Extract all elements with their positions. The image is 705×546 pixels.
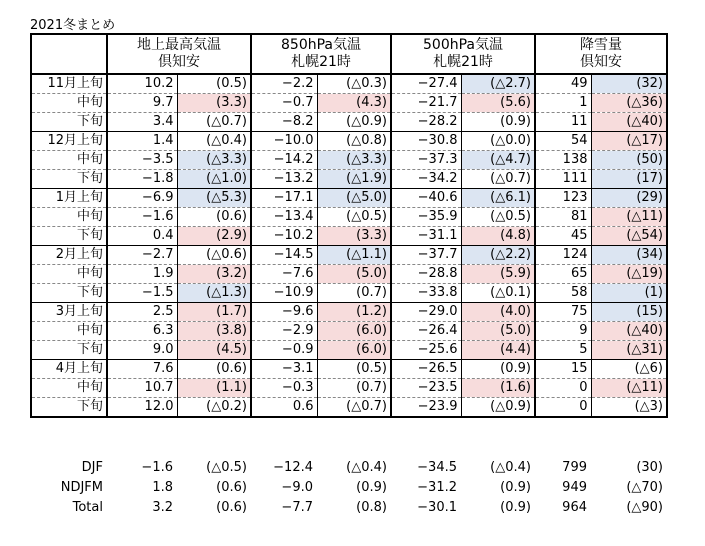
value-cell: −40.6 bbox=[391, 189, 461, 208]
value-cell: −2.9 bbox=[251, 322, 317, 341]
anomaly-cell: (6.0) bbox=[317, 341, 391, 360]
value-cell: 11 bbox=[535, 113, 591, 132]
summary-value: −31.2 bbox=[417, 479, 457, 495]
table-row bbox=[31, 208, 667, 227]
value-cell: −17.1 bbox=[251, 189, 317, 208]
value-cell: 9.7 bbox=[107, 94, 177, 113]
summary-value: 1.8 bbox=[152, 479, 173, 495]
summary-row bbox=[30, 497, 666, 517]
table-row bbox=[31, 398, 667, 418]
anomaly-cell: (5.9) bbox=[461, 265, 535, 284]
anomaly-cell: (△0.8) bbox=[317, 132, 391, 151]
anomaly-cell: (2.9) bbox=[177, 227, 251, 246]
anomaly-cell: (△6.1) bbox=[461, 189, 535, 208]
period-label: 下旬 bbox=[31, 227, 107, 246]
summary-anomaly: (0.8) bbox=[356, 499, 387, 515]
value-cell: 0 bbox=[535, 379, 591, 398]
anomaly-cell: (△40) bbox=[591, 322, 667, 341]
summary-value: 3.2 bbox=[152, 499, 173, 515]
value-cell: −6.9 bbox=[107, 189, 177, 208]
value-cell: 111 bbox=[535, 170, 591, 189]
anomaly-cell: (5.0) bbox=[317, 265, 391, 284]
summary-anomaly: (△90) bbox=[626, 499, 663, 515]
value-cell: −13.2 bbox=[251, 170, 317, 189]
anomaly-cell: (3.8) bbox=[177, 322, 251, 341]
value-cell: −29.0 bbox=[391, 303, 461, 322]
table-row bbox=[31, 246, 667, 265]
anomaly-cell: (4.4) bbox=[461, 341, 535, 360]
anomaly-cell: (1.7) bbox=[177, 303, 251, 322]
table-row bbox=[31, 170, 667, 189]
anomaly-cell: (17) bbox=[591, 170, 667, 189]
period-label: 下旬 bbox=[31, 113, 107, 132]
value-cell: −0.3 bbox=[251, 379, 317, 398]
summary-value: −30.1 bbox=[417, 499, 457, 515]
anomaly-cell: (0.9) bbox=[461, 113, 535, 132]
anomaly-cell: (△36) bbox=[591, 94, 667, 113]
anomaly-cell: (0.9) bbox=[461, 360, 535, 379]
value-cell: 65 bbox=[535, 265, 591, 284]
anomaly-cell: (△40) bbox=[591, 113, 667, 132]
anomaly-cell: (△5.0) bbox=[317, 189, 391, 208]
anomaly-cell: (△1.1) bbox=[317, 246, 391, 265]
value-cell: −2.2 bbox=[251, 74, 317, 94]
summary-value: 799 bbox=[562, 459, 587, 475]
period-label: 中旬 bbox=[31, 265, 107, 284]
table-row bbox=[31, 379, 667, 398]
value-cell: 10.7 bbox=[107, 379, 177, 398]
value-cell: 9.0 bbox=[107, 341, 177, 360]
anomaly-cell: (29) bbox=[591, 189, 667, 208]
value-cell: 75 bbox=[535, 303, 591, 322]
header-850hpa: 850hPa気温 札幌21時 bbox=[251, 34, 391, 74]
value-cell: −23.9 bbox=[391, 398, 461, 418]
anomaly-cell: (32) bbox=[591, 74, 667, 94]
value-cell: −26.5 bbox=[391, 360, 461, 379]
summary-anomaly: (0.9) bbox=[500, 479, 531, 495]
anomaly-cell: (3.2) bbox=[177, 265, 251, 284]
summary-anomaly: (0.9) bbox=[500, 499, 531, 515]
anomaly-cell: (1) bbox=[591, 284, 667, 303]
value-cell: −2.7 bbox=[107, 246, 177, 265]
anomaly-cell: (△1.0) bbox=[177, 170, 251, 189]
summary-label: Total bbox=[72, 499, 103, 515]
anomaly-cell: (△0.7) bbox=[177, 113, 251, 132]
value-cell: 6.3 bbox=[107, 322, 177, 341]
summary-anomaly: (△0.4) bbox=[490, 459, 531, 475]
anomaly-cell: (1.6) bbox=[461, 379, 535, 398]
anomaly-cell: (5.6) bbox=[461, 94, 535, 113]
header-corner bbox=[31, 34, 107, 74]
header-500hpa: 500hPa気温 札幌21時 bbox=[391, 34, 535, 74]
value-cell: 15 bbox=[535, 360, 591, 379]
summary-value: −12.4 bbox=[273, 459, 313, 475]
summary-label: NDJFM bbox=[60, 479, 103, 495]
header-max-temp: 地上最高気温 倶知安 bbox=[107, 34, 251, 74]
anomaly-cell: (34) bbox=[591, 246, 667, 265]
value-cell: 0.6 bbox=[251, 398, 317, 418]
anomaly-cell: (△0.6) bbox=[177, 246, 251, 265]
anomaly-cell: (△2.7) bbox=[461, 74, 535, 94]
value-cell: 2.5 bbox=[107, 303, 177, 322]
value-cell: 58 bbox=[535, 284, 591, 303]
header-row bbox=[31, 34, 667, 74]
summary-table bbox=[30, 457, 666, 517]
anomaly-cell: (5.0) bbox=[461, 322, 535, 341]
anomaly-cell: (△54) bbox=[591, 227, 667, 246]
anomaly-cell: (3.3) bbox=[317, 227, 391, 246]
anomaly-cell: (4.5) bbox=[177, 341, 251, 360]
summary-anomaly: (0.9) bbox=[356, 479, 387, 495]
header-snowfall: 降雪量 倶知安 bbox=[535, 34, 667, 74]
value-cell: 123 bbox=[535, 189, 591, 208]
value-cell: −14.5 bbox=[251, 246, 317, 265]
anomaly-cell: (15) bbox=[591, 303, 667, 322]
anomaly-cell: (1.2) bbox=[317, 303, 391, 322]
anomaly-cell: (△4.7) bbox=[461, 151, 535, 170]
value-cell: −0.9 bbox=[251, 341, 317, 360]
anomaly-cell: (△1.3) bbox=[177, 284, 251, 303]
summary-value: −7.7 bbox=[281, 499, 313, 515]
period-label: 中旬 bbox=[31, 379, 107, 398]
value-cell: −21.7 bbox=[391, 94, 461, 113]
anomaly-cell: (50) bbox=[591, 151, 667, 170]
table-row bbox=[31, 132, 667, 151]
page-title: 2021冬まとめ bbox=[30, 18, 116, 33]
table-body bbox=[31, 74, 667, 417]
anomaly-cell: (△17) bbox=[591, 132, 667, 151]
table-row bbox=[31, 74, 667, 94]
anomaly-cell: (△0.2) bbox=[177, 398, 251, 418]
anomaly-cell: (0.5) bbox=[317, 360, 391, 379]
value-cell: −33.8 bbox=[391, 284, 461, 303]
summary-value: −34.5 bbox=[417, 459, 457, 475]
period-label: 下旬 bbox=[31, 398, 107, 418]
value-cell: −1.8 bbox=[107, 170, 177, 189]
summary-anomaly: (△0.5) bbox=[206, 459, 247, 475]
value-cell: 45 bbox=[535, 227, 591, 246]
value-cell: −0.7 bbox=[251, 94, 317, 113]
value-cell: 138 bbox=[535, 151, 591, 170]
anomaly-cell: (△0.9) bbox=[317, 113, 391, 132]
value-cell: −9.6 bbox=[251, 303, 317, 322]
anomaly-cell: (0.5) bbox=[177, 74, 251, 94]
table-row bbox=[31, 341, 667, 360]
value-cell: −10.0 bbox=[251, 132, 317, 151]
anomaly-cell: (△5.3) bbox=[177, 189, 251, 208]
value-cell: 0.4 bbox=[107, 227, 177, 246]
anomaly-cell: (△0.7) bbox=[317, 398, 391, 418]
summary-anomaly: (0.6) bbox=[216, 479, 247, 495]
value-cell: 0 bbox=[535, 398, 591, 418]
value-cell: 1.4 bbox=[107, 132, 177, 151]
value-cell: 124 bbox=[535, 246, 591, 265]
anomaly-cell: (△3.3) bbox=[177, 151, 251, 170]
value-cell: −13.4 bbox=[251, 208, 317, 227]
anomaly-cell: (△0.5) bbox=[317, 208, 391, 227]
value-cell: 9 bbox=[535, 322, 591, 341]
table-row bbox=[31, 360, 667, 379]
value-cell: −31.1 bbox=[391, 227, 461, 246]
period-label: 3月上旬 bbox=[31, 303, 107, 322]
value-cell: −3.1 bbox=[251, 360, 317, 379]
anomaly-cell: (△31) bbox=[591, 341, 667, 360]
anomaly-cell: (1.1) bbox=[177, 379, 251, 398]
anomaly-cell: (4.3) bbox=[317, 94, 391, 113]
summary-body bbox=[30, 457, 666, 517]
value-cell: −14.2 bbox=[251, 151, 317, 170]
value-cell: −26.4 bbox=[391, 322, 461, 341]
value-cell: 12.0 bbox=[107, 398, 177, 418]
summary-value: 964 bbox=[562, 499, 587, 515]
anomaly-cell: (0.6) bbox=[177, 208, 251, 227]
anomaly-cell: (△2.2) bbox=[461, 246, 535, 265]
value-cell: −8.2 bbox=[251, 113, 317, 132]
anomaly-cell: (△3) bbox=[591, 398, 667, 418]
period-label: 下旬 bbox=[31, 284, 107, 303]
value-cell: −30.8 bbox=[391, 132, 461, 151]
anomaly-cell: (0.7) bbox=[317, 284, 391, 303]
period-label: 1月上旬 bbox=[31, 189, 107, 208]
value-cell: −27.4 bbox=[391, 74, 461, 94]
anomaly-cell: (4.0) bbox=[461, 303, 535, 322]
winter-summary-table bbox=[30, 33, 668, 418]
value-cell: −35.9 bbox=[391, 208, 461, 227]
period-label: 下旬 bbox=[31, 170, 107, 189]
anomaly-cell: (△11) bbox=[591, 208, 667, 227]
value-cell: 81 bbox=[535, 208, 591, 227]
summary-anomaly: (0.6) bbox=[216, 499, 247, 515]
anomaly-cell: (△3.3) bbox=[317, 151, 391, 170]
value-cell: 5 bbox=[535, 341, 591, 360]
value-cell: 1.9 bbox=[107, 265, 177, 284]
table-row bbox=[31, 189, 667, 208]
anomaly-cell: (△0.7) bbox=[461, 170, 535, 189]
anomaly-cell: (6.0) bbox=[317, 322, 391, 341]
anomaly-cell: (△11) bbox=[591, 379, 667, 398]
value-cell: −25.6 bbox=[391, 341, 461, 360]
value-cell: −37.7 bbox=[391, 246, 461, 265]
anomaly-cell: (△0.9) bbox=[461, 398, 535, 418]
table-row bbox=[31, 94, 667, 113]
table-row bbox=[31, 284, 667, 303]
value-cell: −37.3 bbox=[391, 151, 461, 170]
summary-value: 949 bbox=[562, 479, 587, 495]
anomaly-cell: (4.8) bbox=[461, 227, 535, 246]
summary-anomaly: (△0.4) bbox=[346, 459, 387, 475]
table-row bbox=[31, 303, 667, 322]
summary-value: −9.0 bbox=[281, 479, 313, 495]
anomaly-cell: (△19) bbox=[591, 265, 667, 284]
period-label: 中旬 bbox=[31, 151, 107, 170]
value-cell: 49 bbox=[535, 74, 591, 94]
value-cell: −1.5 bbox=[107, 284, 177, 303]
anomaly-cell: (△1.9) bbox=[317, 170, 391, 189]
value-cell: −28.2 bbox=[391, 113, 461, 132]
anomaly-cell: (△0.5) bbox=[461, 208, 535, 227]
period-label: 中旬 bbox=[31, 208, 107, 227]
value-cell: −3.5 bbox=[107, 151, 177, 170]
anomaly-cell: (△0.3) bbox=[317, 74, 391, 94]
summary-anomaly: (30) bbox=[636, 459, 663, 475]
table-row bbox=[31, 151, 667, 170]
period-label: 2月上旬 bbox=[31, 246, 107, 265]
anomaly-cell: (3.3) bbox=[177, 94, 251, 113]
period-label: 中旬 bbox=[31, 322, 107, 341]
summary-row bbox=[30, 457, 666, 477]
value-cell: 1 bbox=[535, 94, 591, 113]
anomaly-cell: (0.7) bbox=[317, 379, 391, 398]
period-label: 12月上旬 bbox=[31, 132, 107, 151]
anomaly-cell: (0.6) bbox=[177, 360, 251, 379]
value-cell: 10.2 bbox=[107, 74, 177, 94]
value-cell: 3.4 bbox=[107, 113, 177, 132]
value-cell: −28.8 bbox=[391, 265, 461, 284]
table-row bbox=[31, 227, 667, 246]
value-cell: −1.6 bbox=[107, 208, 177, 227]
anomaly-cell: (△0.1) bbox=[461, 284, 535, 303]
period-label: 下旬 bbox=[31, 341, 107, 360]
anomaly-cell: (△0.4) bbox=[177, 132, 251, 151]
summary-label: DJF bbox=[81, 459, 103, 475]
table-row bbox=[31, 113, 667, 132]
period-label: 4月上旬 bbox=[31, 360, 107, 379]
value-cell: 54 bbox=[535, 132, 591, 151]
value-cell: −10.9 bbox=[251, 284, 317, 303]
table-row bbox=[31, 322, 667, 341]
period-label: 11月上旬 bbox=[31, 74, 107, 94]
value-cell: −34.2 bbox=[391, 170, 461, 189]
summary-value: −1.6 bbox=[141, 459, 173, 475]
period-label: 中旬 bbox=[31, 94, 107, 113]
value-cell: −7.6 bbox=[251, 265, 317, 284]
anomaly-cell: (△0.0) bbox=[461, 132, 535, 151]
table-row bbox=[31, 265, 667, 284]
value-cell: −23.5 bbox=[391, 379, 461, 398]
summary-row bbox=[30, 477, 666, 497]
anomaly-cell: (△6) bbox=[591, 360, 667, 379]
summary-anomaly: (△70) bbox=[626, 479, 663, 495]
value-cell: −10.2 bbox=[251, 227, 317, 246]
value-cell: 7.6 bbox=[107, 360, 177, 379]
